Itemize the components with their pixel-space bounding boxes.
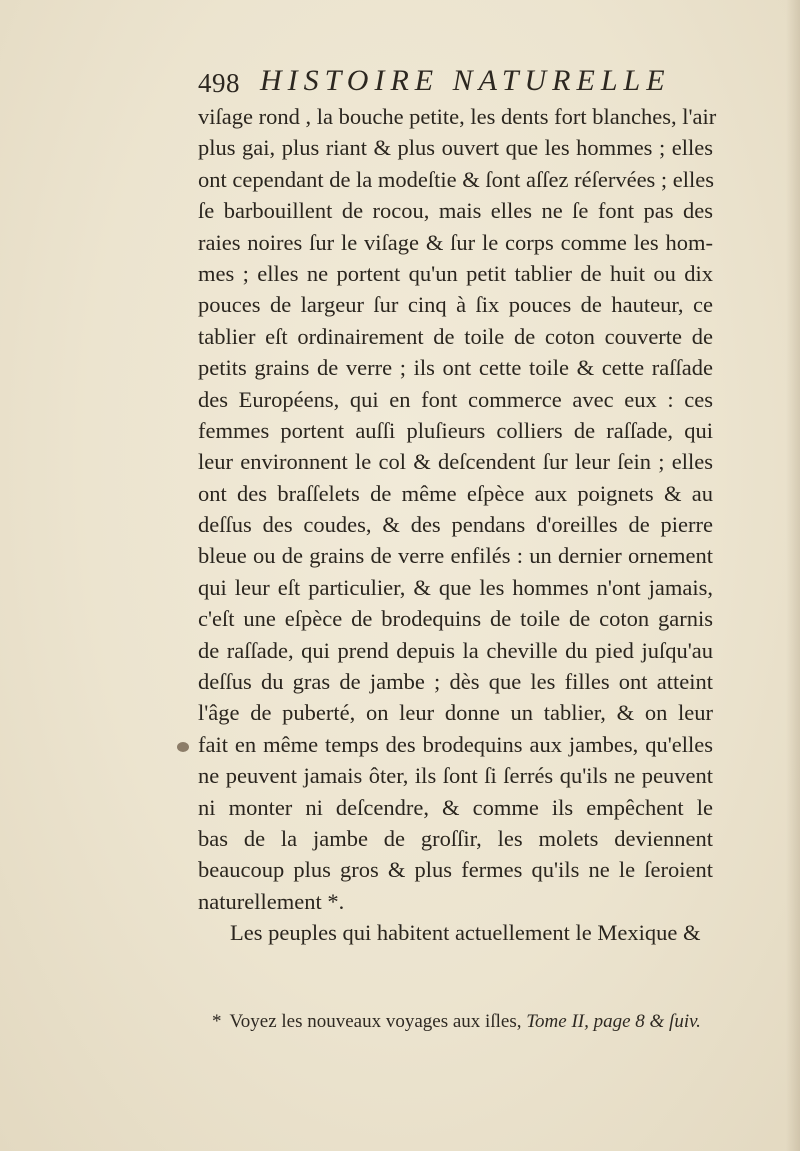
text-line: mes ; elles ne portent qu'un petit tablier de huit ou dix [198, 260, 713, 286]
text-line: c'eſt une eſpèce de brodequins de toile de coton garnis [198, 606, 713, 632]
text-line: viſage rond , la bouche petite, les dents fort blanches, l'air [198, 104, 717, 129]
text-line: ont cependant de la modeſtie & ſont aſſez réſervées ; elles [198, 166, 715, 192]
text-line: ne peuvent jamais ôter, ils ſont ſi ſerrés qu'ils ne peuvent [198, 763, 713, 789]
text-line: plus gai, plus riant & plus ouvert que les hommes ; elles [198, 135, 713, 161]
text-line: bleue ou de grains de verre enfilés : un dernier ornement [198, 543, 713, 569]
text-line: bas de la jambe de groſſir, les molets deviennent [198, 825, 713, 851]
footnote [212, 1011, 732, 1033]
page-edge-shadow [786, 0, 800, 1151]
text-line: des Européens, qui en font commerce avec eux : ces [198, 386, 713, 412]
text-line: qui leur eſt particulier, & que les hommes n'ont jamais, [198, 574, 713, 600]
text-line: pouces de largeur ſur cinq à ſix pouces de hauteur, ce [198, 292, 713, 318]
text-line: ſe barbouillent de rocou, mais elles ne ſe font pas des [198, 198, 713, 224]
text-line: fait en même temps des brodequins aux jambes, qu'elles [198, 731, 713, 757]
text-line: raies noires ſur le viſage & ſur le corps comme les hom- [198, 229, 713, 255]
text-line: ni monter ni deſcendre, & comme ils empêchent le [198, 794, 713, 820]
text-line: deſſus du gras de jambe ; dès que les filles ont atteint [198, 669, 713, 695]
text-line: l'âge de puberté, on leur donne un tablier, & on leur [198, 700, 713, 726]
footnote-marker: * [212, 1011, 222, 1032]
page-header [198, 62, 718, 102]
ink-blot [177, 742, 189, 752]
text-line: de raſſade, qui prend depuis la cheville du pied juſqu'au [198, 637, 713, 663]
footnote-reference: Tome II, page 8 & ſuiv. [526, 1011, 701, 1032]
footnote-text: Voyez les nouveaux voyages aux iſles, [229, 1011, 522, 1032]
text-line: petits grains de verre ; ils ont cette toile & cette raſſade [198, 355, 713, 381]
body-text [198, 101, 717, 949]
running-title: HISTOIRE NATURELLE [260, 64, 671, 97]
text-line: tablier eſt ordinairement de toile de coton couverte de [198, 323, 713, 349]
page-number: 498 [198, 68, 240, 98]
text-line: naturellement *. [198, 888, 345, 914]
text-line: leur environnent le col & deſcendent ſur leur ſein ; elles [198, 449, 713, 475]
text-line: ont des braſſelets de même eſpèce aux poignets & au [198, 480, 713, 506]
text-line: beaucoup plus gros & plus fermes qu'ils ne le ſeroient [198, 857, 713, 883]
text-line: Les peuples qui habitent actuellement le Mexique & [230, 920, 701, 946]
text-line: femmes portent auſſi pluſieurs colliers de raſſade, qui [198, 417, 713, 443]
text-line: deſſus des coudes, & des pendans d'oreilles de pierre [198, 512, 713, 538]
